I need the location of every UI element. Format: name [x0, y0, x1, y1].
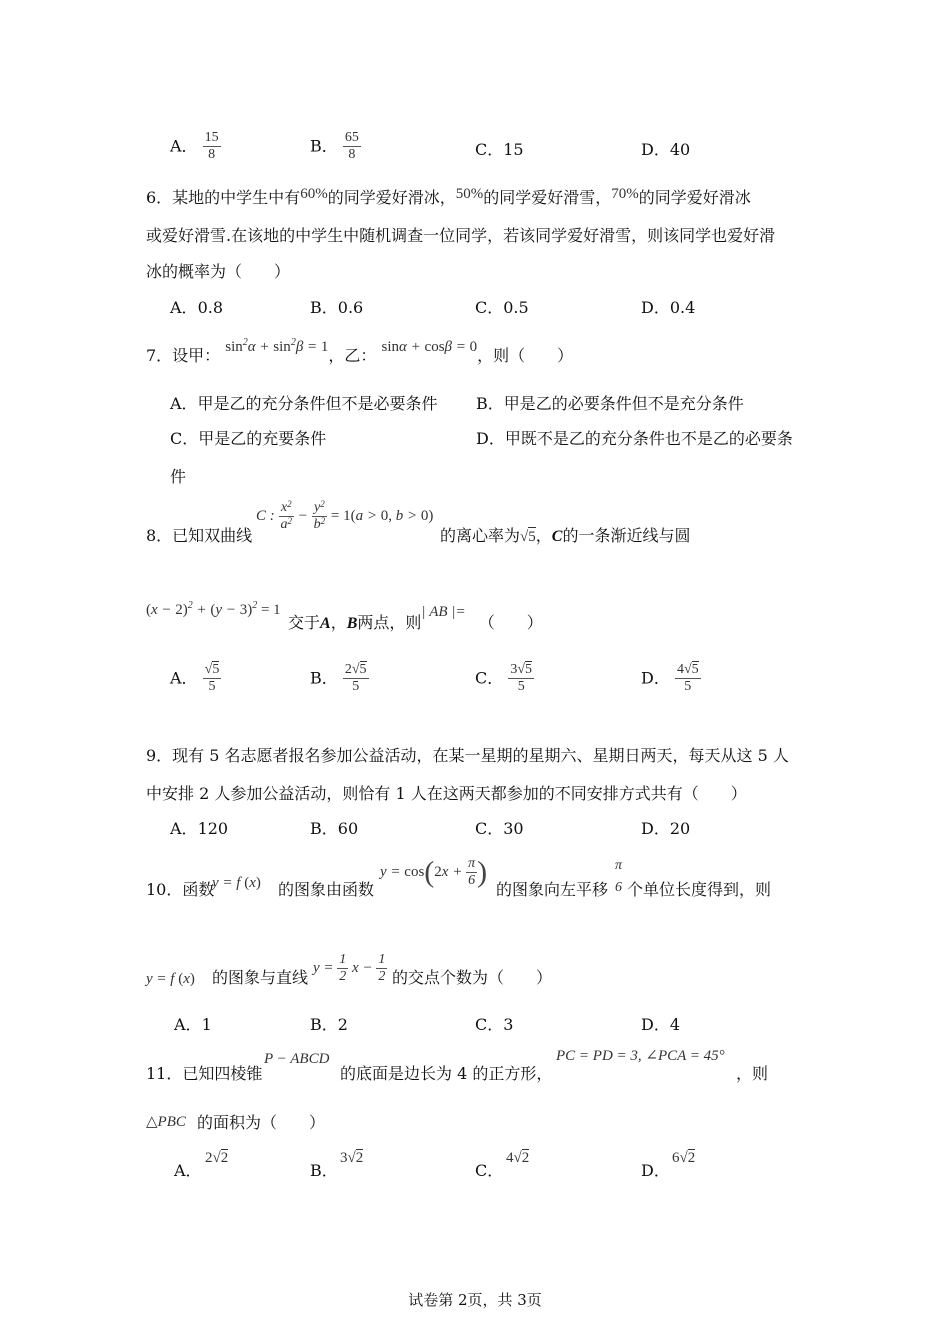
q7-option-d: D．甲既不是乙的充分条件也不是乙的必要条 — [476, 429, 793, 448]
q7-option-a: A．甲是乙的充分条件但不是必要条件 — [170, 394, 438, 413]
q8-stem-line1: 的离心率为√5，C的一条渐近线与圆 — [440, 526, 691, 545]
q11-option-a: A． — [174, 1161, 202, 1180]
q7-option-b: B．甲是乙的必要条件但不是充分条件 — [476, 394, 744, 413]
q5-option-d: D．40 — [641, 140, 691, 159]
q5-option-a: A． $\frac{15}{8}$ — [170, 130, 219, 163]
q6-stem-line1: 6．某地的中学生中有60%的同学爱好滑冰，50%的同学爱好滑雪，70%的同学爱好滑冰 — [146, 186, 751, 207]
q8-option-b: B． $\frac{2√5}{5}$ — [310, 662, 367, 695]
q6-option-d: D．0.4 — [641, 298, 696, 317]
q9-option-d: D．20 — [641, 819, 691, 838]
q6-option-b: B．0.6 — [310, 298, 364, 317]
q7-option-c: C．甲是乙的充要条件 — [170, 429, 327, 448]
q8-label: 8．已知双曲线 — [146, 526, 253, 545]
q10-option-b: B．2 — [310, 1015, 348, 1034]
q9-option-a: A．120 — [170, 819, 229, 838]
q11-text-3: ，则 — [736, 1064, 769, 1083]
q9-stem-line2: 中安排 2 人参加公益活动，则恰有 1 人在这两天都参加的不同安排方式共有（ ） — [146, 784, 747, 803]
q10-label: 10．函数 — [146, 880, 215, 899]
q6-stem-line3: 冰的概率为（ ） — [146, 262, 291, 281]
q10-option-a: A．1 — [174, 1015, 212, 1034]
q10-line: y = $\frac{1}{2}$ x − $\frac{1}{2}$ — [313, 952, 386, 985]
q11-option-d: D． — [641, 1161, 670, 1180]
q7-stem: 7．设甲： $\sin^2\alpha + \sin^2\beta = 1$，乙： sinα + cosβ = 0，则（ ） — [146, 337, 574, 365]
q11-pyramid: P − ABCD — [264, 1051, 330, 1067]
q8-option-c: C． $\frac{3√5}{5}$ — [475, 662, 533, 695]
q9-option-c: C．30 — [475, 819, 524, 838]
q10-text-4: 个单位长度得到，则 — [627, 880, 772, 899]
q8-hyperbola-formula: C : $\frac{x^2}{a^2}$ − $\frac{y^2}{b^2}$ = 1(a > 0, b > 0) — [256, 499, 434, 533]
q8-stem-line2: 交于A，B两点，则| AB |= （ ） — [288, 604, 543, 632]
q10-text-3: 的图象向左平移 — [496, 880, 609, 899]
page-footer: 试卷第 2页，共 3页 — [408, 1291, 542, 1309]
q8-option-a: A． $\frac{√5}{5}$ — [170, 662, 220, 695]
q6-option-c: C．0.5 — [475, 298, 529, 317]
q11-text-2: 的底面是边长为 4 的正方形， — [340, 1064, 553, 1083]
q10-shift-frac: π 6 — [615, 858, 623, 896]
q10-option-c: C．3 — [475, 1015, 514, 1034]
q11-text-4: 的面积为（ ） — [197, 1113, 326, 1132]
q11-option-b-value: 3√2 — [340, 1150, 364, 1166]
q8-option-d: D． $\frac{4√5}{5}$ — [641, 662, 699, 695]
q10-text-6: 的交点个数为（ ） — [392, 968, 553, 987]
q10-func-cos: y = cos(2x + $\frac{\pi}{6}$ ) — [380, 855, 488, 889]
q9-stem-line1: 9．现有 5 名志愿者报名参加公益活动，在某一星期的星期六、星期日两天，每天从这 5 人 — [146, 746, 789, 765]
q8-circle-formula: $(x - 2)^2 + (y - 3)^2 = 1$ — [146, 600, 281, 618]
q11-label: 11．已知四棱锥 — [146, 1064, 263, 1083]
q10-text-5: 的图象与直线 — [212, 968, 309, 987]
q10-func-f2: y = f (x) — [146, 971, 195, 987]
q11-option-d-value: 6√2 — [672, 1150, 696, 1166]
q11-option-b: B． — [310, 1161, 338, 1180]
q9-option-b: B．60 — [310, 819, 359, 838]
q11-option-a-value: 2√2 — [205, 1150, 229, 1166]
q11-option-c-value: 4√2 — [506, 1150, 530, 1166]
q10-option-d: D．4 — [641, 1015, 681, 1034]
q6-option-a: A．0.8 — [170, 298, 224, 317]
q5-option-c: C．15 — [475, 140, 524, 159]
q11-option-c: C． — [475, 1161, 504, 1180]
q10-func-f: y = f (x) — [212, 875, 261, 891]
q6-stem-line2: 或爱好滑雪.在该地的中学生中随机调查一位同学，若该同学爱好滑雪，则该同学也爱好滑 — [146, 226, 776, 245]
q7-formula-jia: $\sin^2\alpha + \sin^2\beta = 1$ — [225, 337, 329, 355]
q5-option-b: B． $\frac{65}{8}$ — [310, 130, 359, 163]
q11-triangle: △PBC — [146, 1114, 186, 1130]
q7-formula-yi: sinα + cosβ = 0 — [381, 339, 478, 355]
q7-option-d-cont: 件 — [170, 467, 187, 486]
q11-condition: PC = PD = 3, ∠PCA = 45° — [556, 1048, 725, 1064]
q10-text-2: 的图象由函数 — [278, 880, 375, 899]
